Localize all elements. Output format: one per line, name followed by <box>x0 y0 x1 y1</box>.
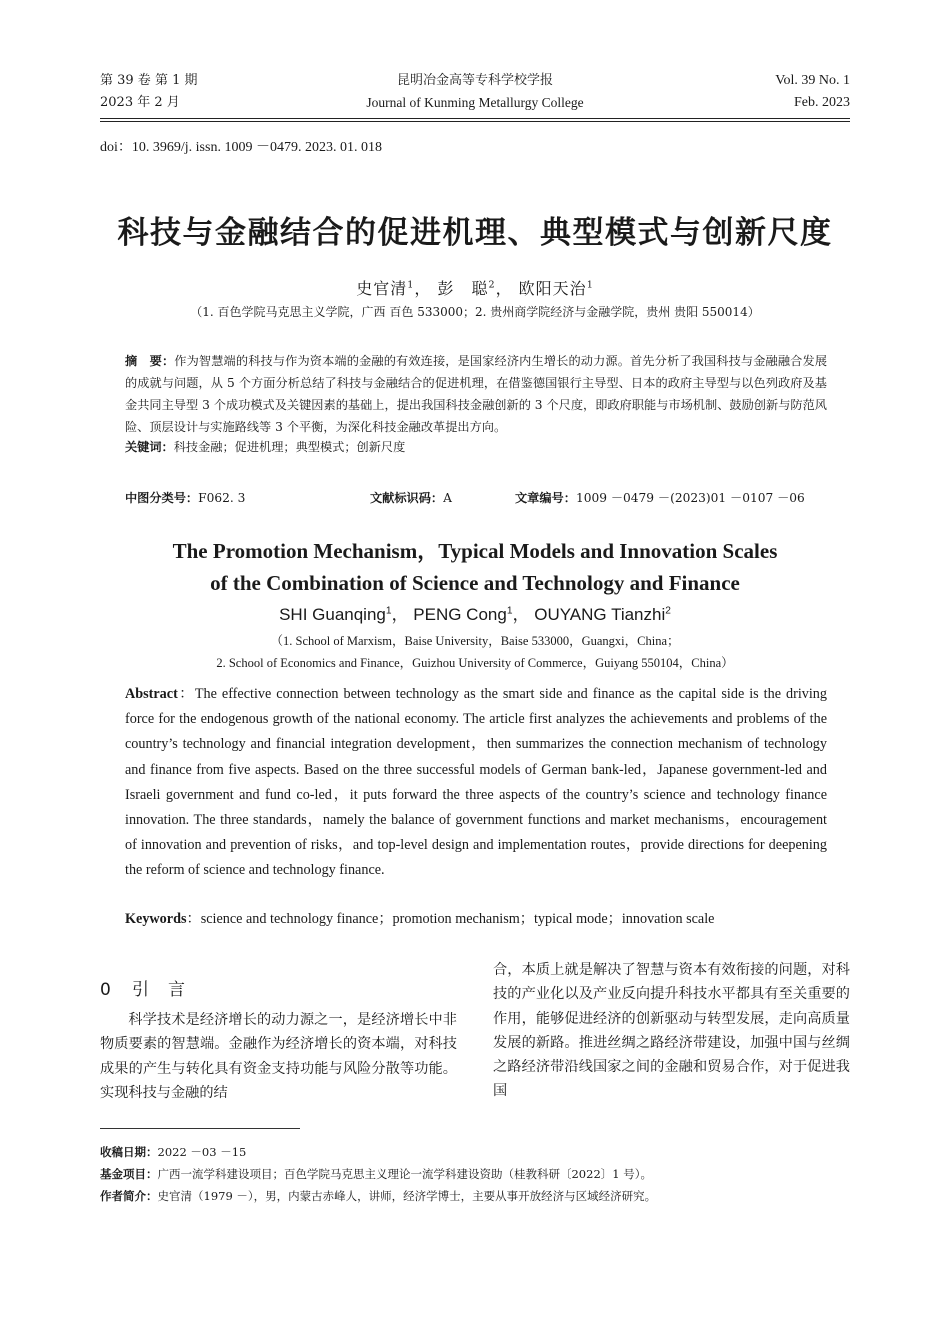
keywords-en-text: science and technology finance；promotion mechanism；typical mode；innovation scale <box>200 911 715 927</box>
author-name-en: PENG Cong <box>413 605 507 624</box>
author-separator: ， <box>414 279 432 298</box>
fund-label: 基金项目： <box>100 1167 158 1181</box>
keywords-cn-text: 科技金融；促进机理；典型模式；创新尺度 <box>173 440 406 454</box>
header-rule-thin <box>100 121 850 122</box>
journal-name-cn: 昆明冶金高等专科学校学报 <box>396 73 553 88</box>
keywords-cn-label: 关键词： <box>125 440 174 454</box>
section-title: 引 言 <box>132 980 186 1000</box>
body-column-left: 科学技术是经济增长的动力源之一，是经济增长中非物质要素的智慧端。金融作为经济增长的资本端，对科技成果的产生与转化具有资金支持功能与风险分散等功能。实现科技与金融的结 <box>100 1012 457 1101</box>
doc-code-value: A <box>443 491 452 505</box>
author-affiliation-index: 1 <box>506 605 513 617</box>
keywords-en-label: Keywords <box>125 911 187 927</box>
author-affiliation-index: 1 <box>586 279 594 291</box>
footnote-author <box>100 1185 860 1207</box>
author-affiliation-index: 1 <box>407 279 415 291</box>
clc-label: 中图分类号： <box>125 491 199 505</box>
header-rule <box>100 118 850 119</box>
paper-title-en <box>0 535 950 599</box>
date-en: Feb. 2023 <box>794 95 850 110</box>
keywords-cn <box>125 436 827 458</box>
volume-issue-cn: 第 39 卷 第 1 期 <box>100 73 198 88</box>
date-cn: 2023 年 2 月 <box>100 95 180 110</box>
author-separator: ， <box>391 605 409 624</box>
author-name: 史官清 <box>356 279 408 298</box>
doc-code-label: 文献标识码： <box>370 491 444 505</box>
doi: doi：10. 3969/j. issn. 1009 －0479. 2023. 01. 018 <box>100 140 382 155</box>
section-number: 0 <box>100 980 112 1000</box>
author-bio-label: 作者简介： <box>100 1189 158 1203</box>
footnote-received <box>100 1141 860 1163</box>
volume-issue-en: Vol. 39 No. 1 <box>775 73 850 88</box>
author-name: 彭 聪 <box>437 279 489 298</box>
fund-value: 广西一流学科建设项目；百色学院马克思主义理论一流学科建设资助（桂教科研〔2022〕1 号）。 <box>157 1167 652 1181</box>
received-label: 收稿日期： <box>100 1145 158 1159</box>
journal-volume-issue <box>100 70 197 114</box>
paper-title-en-line2: of the Combination of Science and Technology and Finance <box>210 571 740 595</box>
abstract-en <box>125 682 827 884</box>
body-column-right: 合，本质上就是解决了智慧与资本有效衔接的问题，对科技的产业化以及产业反向提升科技水平都具有至关重要的作用，能够促进经济的创新驱动与转型发展，走向高质量发展的新路。推进丝绸之路经济带建设，加强中国与丝绸之路经济带沿线国家之间的金融和贸易合作，对于促进我国 <box>493 962 850 1100</box>
abstract-cn <box>125 350 827 438</box>
author-affiliation-index: 2 <box>665 605 671 617</box>
footnote-fund <box>100 1163 860 1185</box>
affiliation-en-line1: （1. School of Marxism，Baise University，Baise 533000，Guangxi，China； <box>270 634 680 648</box>
authors-cn <box>0 276 950 299</box>
abstract-en-text: The effective connection between technology as the smart side and finance as the capital side is the driving force for the endogenous growth of the national economy. The article first analyzes the achievements and problems of the country’s technology and financial integration development，then summarizes the connection mechanism of technology and finance from five aspects. Based on the three successful models of German bank-led，Japanese government-led and Israeli government and fund co-led，it puts forward the three aspects of the country’s science and technology finance innovation. The three standards，namely the balance of government functions and market mechanisms，encouragement of innovation and prevention of risks，and top-level design and implementation routes，provide directions for deepening the reform of science and technology finance. <box>125 686 827 879</box>
author-bio-value: 史官清（1979 －），男，内蒙古赤峰人，讲师，经济学博士，主要从事开放经济与区域经济研究。 <box>157 1189 657 1203</box>
paper-title-cn: 科技与金融结合的促进机理、典型模式与创新尺度 <box>117 215 833 251</box>
author-separator: ， <box>495 279 513 298</box>
authors-en <box>0 600 950 625</box>
keywords-en-colon: ： <box>186 911 201 927</box>
article-number-value: 1009 －0479 －(2023)01 －0107 －06 <box>575 491 805 505</box>
journal-volume-issue-en <box>775 70 850 114</box>
abstract-en-label: Abstract <box>125 686 178 702</box>
section-heading <box>100 975 186 1000</box>
received-value: 2022 －03 －15 <box>157 1145 247 1159</box>
abstract-en-colon: ： <box>177 686 195 702</box>
author-separator: ， <box>512 605 530 624</box>
affiliation-cn: （1. 百色学院马克思主义学院，广西 百色 533000；2. 贵州商学院经济与金融学院，贵州 贵阳 550014） <box>190 305 760 319</box>
footnote-rule <box>100 1128 300 1129</box>
classification-row <box>125 489 827 506</box>
keywords-en <box>125 908 827 928</box>
author-affiliation-index: 1 <box>385 605 392 617</box>
author-name-en: SHI Guanqing <box>279 605 386 624</box>
article-number-label: 文章编号： <box>515 491 576 505</box>
author-name-en: OUYANG Tianzhi <box>534 605 666 624</box>
affiliation-en <box>0 630 950 674</box>
clc-value: F062. 3 <box>198 491 246 505</box>
journal-name <box>300 70 650 114</box>
abstract-cn-label: 摘 要： <box>125 354 175 368</box>
affiliation-en-line2: 2. School of Economics and Finance，Guizhou University of Commerce，Guiyang 550104，China） <box>216 656 734 670</box>
abstract-cn-text: 作为智慧端的科技与作为资本端的金融的有效连接，是国家经济内生增长的动力源。首先分析了我国科技与金融融合发展的成就与问题，从 5 个方面分析总结了科技与金融结合的促进机理，在借鉴德国银行主导型、日本的政府主导型与以色列政府及基金共同主导型 3 个成功模式及关键因素的基础上，提出我国科技金融创新的 3 个尺度，即政府职能与市场机制、鼓励创新与防范风险、顶层设计与实施路线等 3 个平衡，为深化科技金融改革提出方向。 <box>125 354 828 434</box>
author-affiliation-index: 2 <box>488 279 496 291</box>
paper-title-en-line1: The Promotion Mechanism，Typical Models and Innovation Scales <box>172 539 778 563</box>
journal-name-en: Journal of Kunming Metallurgy College <box>366 95 584 110</box>
author-name: 欧阳天治 <box>518 279 587 298</box>
